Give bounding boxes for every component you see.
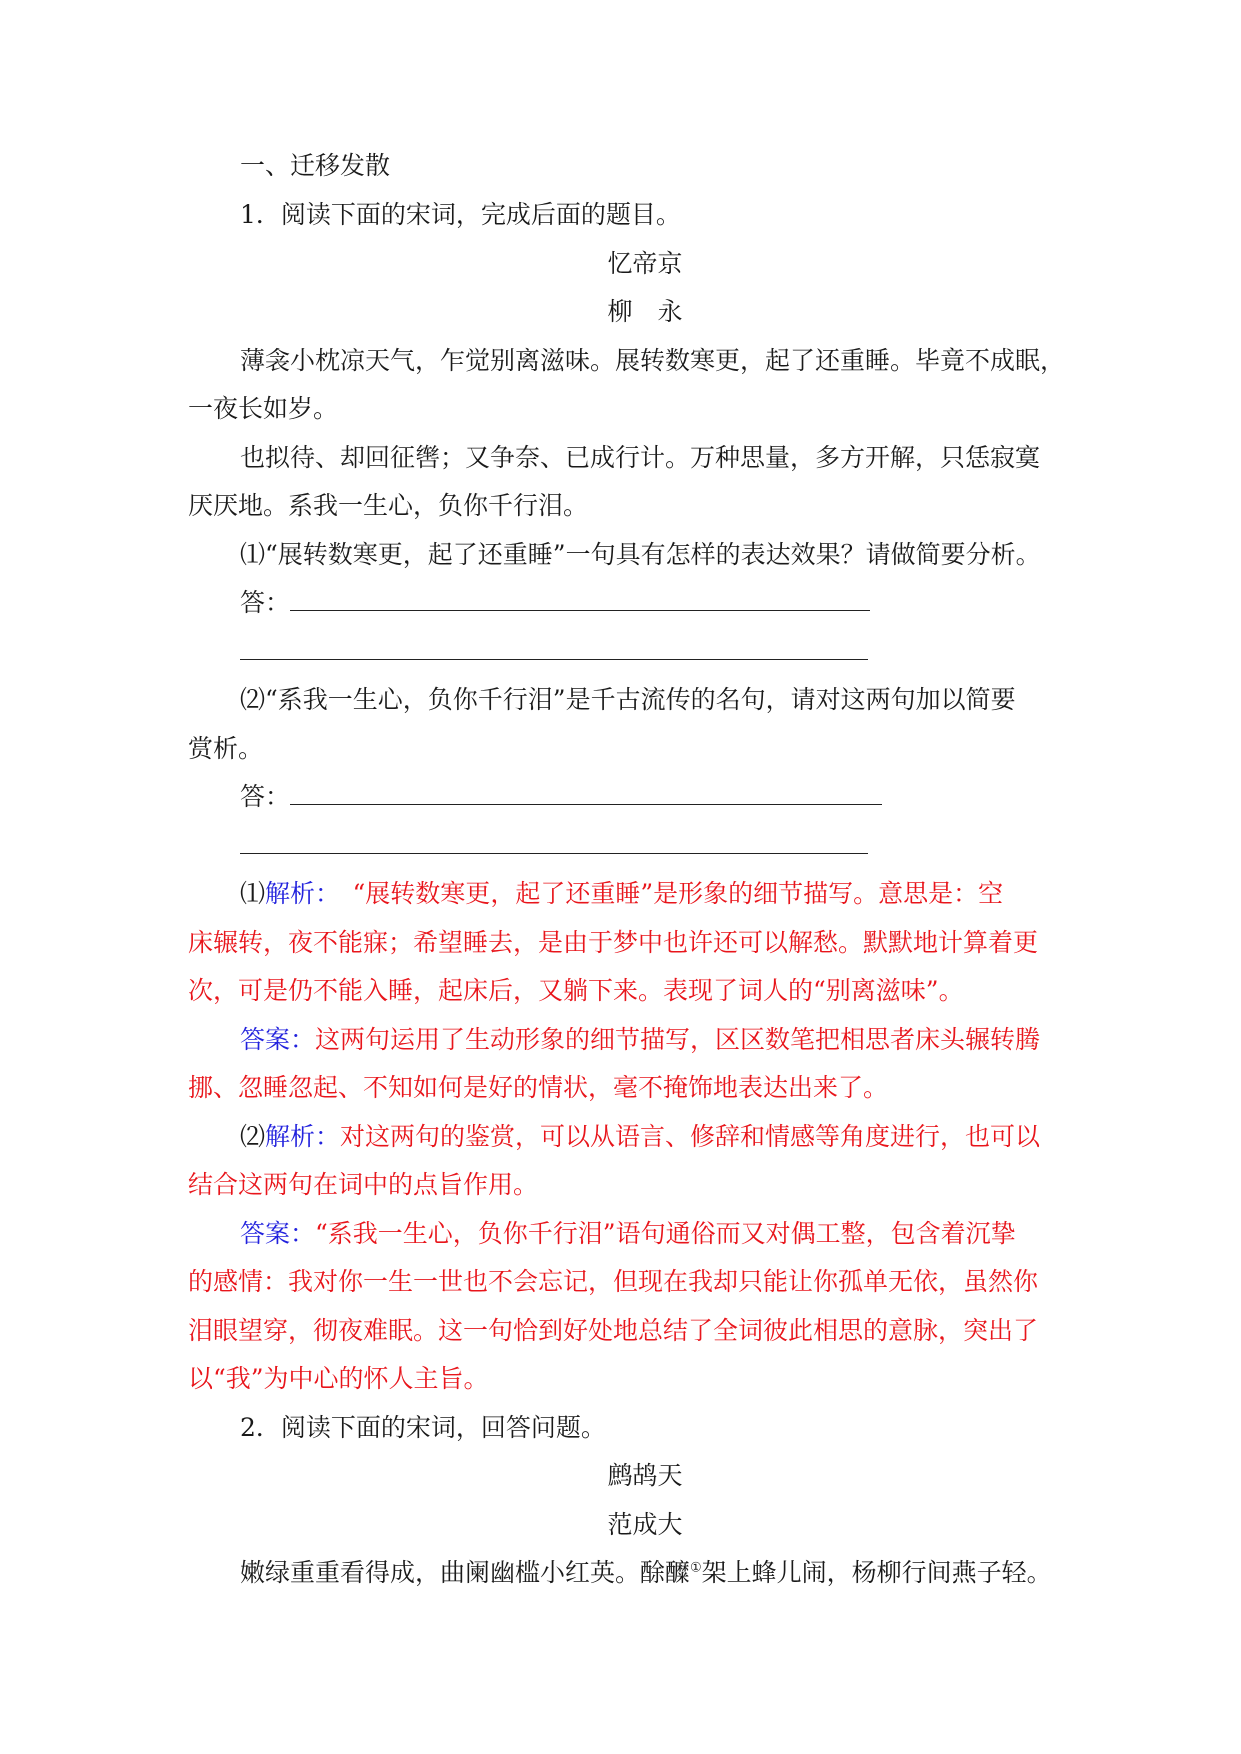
answer-label: 答：: [240, 588, 291, 617]
analysis-text: 床辗转，夜不能寐；希望睡去，是由于梦中也许还可以解愁。默默地计算着更: [188, 928, 1039, 957]
analysis-number: ⑵: [240, 1122, 266, 1151]
analysis-text: 结合这两句在词中的点旨作用。: [188, 1170, 539, 1199]
sub-question-1: ⑴“展转数寒更，起了还重睡”一句具有怎样的表达效果？请做简要分析。: [240, 540, 1041, 569]
answer-text: 这两句运用了生动形象的细节描写，区区数笔把相思者床头辗转腾: [315, 1025, 1041, 1054]
poem-1-title: 忆帝京: [607, 249, 683, 278]
poem-2-text: 架上蜂儿闹，杨柳行间燕子轻。: [701, 1558, 1052, 1587]
footnote-marker[interactable]: ①: [690, 1560, 702, 1576]
answer-blank-1b: [240, 632, 1068, 672]
poem-2-text: 嫩绿重重看得成，曲阑幽槛小红英。酴醾: [240, 1558, 691, 1587]
sub-question-2: ⑵“系我一生心，负你千行泪”是千古流传的名句，请对这两句加以简要: [240, 685, 1016, 714]
analysis-2: [240, 1117, 1068, 1157]
analysis-text: 次，可是仍不能入睡，起床后，又躺下来。表现了词人的“别离滋味”。: [188, 976, 964, 1005]
question-2-prompt: 2．阅读下面的宋词，回答问题。: [240, 1413, 606, 1442]
question-1-prompt: 1．阅读下面的宋词，完成后面的题目。: [240, 200, 681, 229]
poem-1-line: 一夜长如岁。: [188, 394, 339, 423]
answer-text: 挪、忽睡忽起、不知如何是好的情状，毫不掩饰地表达出来了。: [188, 1073, 889, 1102]
poem-1-line: 薄衾小枕凉天气，乍觉别离滋味。展转数寒更，起了还重睡。毕竟不成眠，: [240, 346, 1066, 375]
answer-text: 的感情：我对你一生一世也不会忘记，但现在我却只能让你孤单无依，虽然你: [188, 1267, 1039, 1296]
answer-2: [240, 1214, 1068, 1254]
analysis-label: 解析：: [265, 1122, 341, 1151]
answer-underline: [290, 803, 882, 805]
answer-1: [240, 1020, 1068, 1060]
answer-text: “系我一生心，负你千行泪”语句通俗而又对偶工整，包含着沉挚: [315, 1219, 1016, 1248]
answer-blank-1: [240, 583, 1068, 623]
answer-blank-2b: [240, 826, 1068, 866]
answer-label: 答：: [240, 782, 291, 811]
analysis-text: 对这两句的鉴赏，可以从语言、修辞和情感等角度进行，也可以: [340, 1122, 1041, 1151]
poem-2-line: [240, 1553, 1068, 1593]
poem-1-line: 也拟待、却回征辔；又争奈、已成行计。万种思量，多方开解，只恁寂寞: [240, 443, 1041, 472]
poem-2-author: 范成大: [607, 1510, 683, 1539]
poem-1-line: 厌厌地。系我一生心，负你千行泪。: [188, 491, 589, 520]
answer-key-label: 答案：: [240, 1025, 316, 1054]
analysis-label: 解析：: [265, 879, 328, 908]
answer-text: 以“我”为中心的怀人主旨。: [188, 1364, 489, 1393]
answer-text: 泪眼望穿，彻夜难眠。这一句恰到好处地总结了全词彼此相思的意脉，突出了: [188, 1316, 1039, 1345]
analysis-1: [240, 874, 1068, 914]
poem-2-title: 鹧鸪天: [607, 1461, 683, 1490]
answer-blank-2: [240, 777, 1068, 817]
answer-key-label: 答案：: [240, 1219, 316, 1248]
answer-underline: [240, 658, 868, 660]
answer-underline: [290, 609, 870, 611]
answer-underline: [240, 852, 868, 854]
analysis-text: “展转数寒更，起了还重睡”是形象的细节描写。意思是：空: [327, 879, 1004, 908]
section-title: 一、迁移发散: [240, 151, 391, 180]
poem-1-author: 柳 永: [607, 297, 683, 326]
analysis-number: ⑴: [240, 879, 266, 908]
sub-question-2: 赏析。: [188, 734, 264, 763]
